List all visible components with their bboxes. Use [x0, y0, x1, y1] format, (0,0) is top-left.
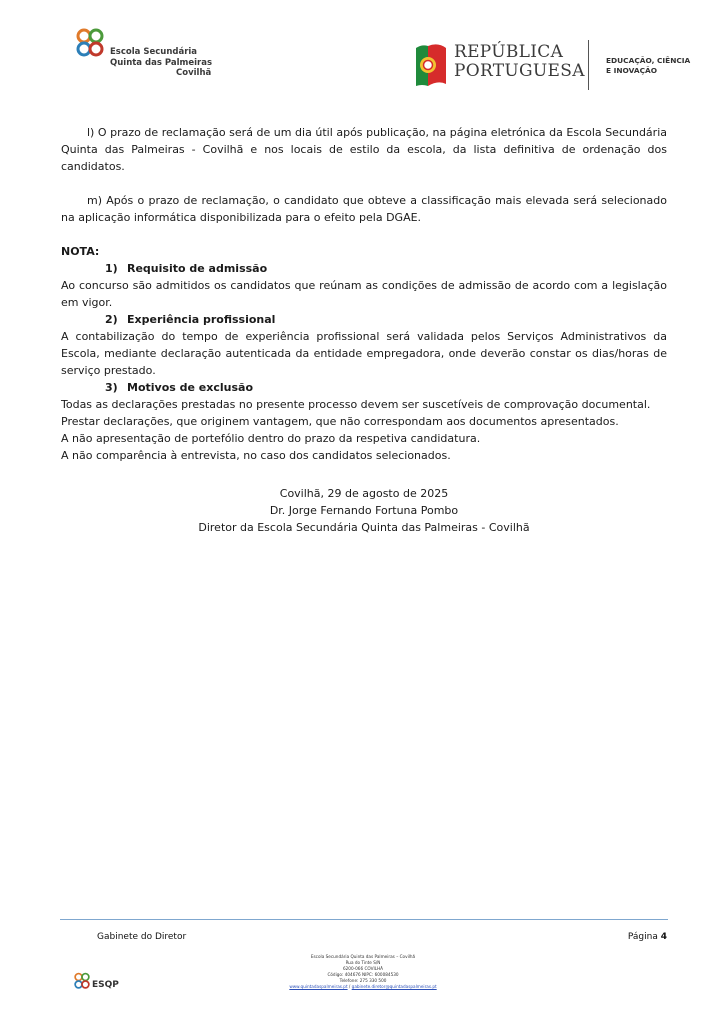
ministry-name-line: E INOVAÇÃO	[606, 65, 658, 75]
school-emblem-icon	[76, 28, 104, 58]
logo-divider	[588, 40, 589, 90]
school-name-line: Quinta das Palmeiras	[110, 57, 213, 68]
school-name	[110, 47, 212, 79]
school-name-line: Escola Secundária	[110, 47, 198, 57]
nota-section-heading	[61, 311, 667, 328]
footer-logo	[74, 972, 134, 994]
signatory-role: Diretor da Escola Secundária Quinta das Palmeiras - Covilhã	[198, 521, 530, 534]
republic-name-line: REPÚBLICA	[454, 42, 564, 62]
school-emblem-icon	[74, 972, 90, 990]
ministry-name	[606, 56, 690, 75]
section-title: Experiência profissional	[127, 313, 276, 326]
address-line: Rua do Tinte S/N	[345, 960, 381, 965]
footer-office: Gabinete do Diretor	[97, 932, 187, 942]
nota-section-text: A contabilização do tempo de experiência profissional será validada pelos Serviços Administrativos da Escola, mediante declaração autenticada da entidade empregadora, onde deverão constar os dias/horas de serviço prestado.	[61, 330, 667, 377]
signatory-name: Dr. Jorge Fernando Fortuna Pombo	[269, 504, 459, 517]
republic-name	[454, 43, 585, 81]
government-logo	[412, 40, 692, 92]
section-number: 3)	[105, 381, 118, 394]
ministry-name-line: EDUCAÇÃO, CIÊNCIA	[606, 56, 691, 65]
document-body	[61, 124, 667, 464]
nota-section-text: A não comparência à entrevista, no caso dos candidatos selecionados.	[61, 449, 451, 462]
school-name-line: Covilhã	[176, 68, 212, 78]
nota-section-heading	[61, 260, 667, 277]
website-link[interactable]: www.quintadaspalmeiras.pt	[289, 984, 348, 989]
section-number: 2)	[105, 313, 118, 326]
nota-section-text: Ao concurso são admitidos os candidatos que reúnam as condições de admissão de acordo com a legislação em vigor.	[61, 279, 667, 309]
paragraph-m: m) Após o prazo de reclamação, o candidato que obteve a classificação mais elevada será selecionado na aplicação informática disponibilizada para o efeito pela DGAE.	[61, 194, 667, 224]
republic-name-line: PORTUGUESA	[454, 61, 585, 81]
nota-label: NOTA:	[61, 245, 100, 258]
email-link[interactable]: gabinete.diretor@quintadaspalmeiras.pt	[351, 984, 437, 989]
section-title: Motivos de exclusão	[127, 381, 254, 394]
nota-section-heading	[61, 379, 667, 396]
footer-divider	[60, 919, 668, 920]
place-date: Covilhã, 29 de agosto de 2025	[279, 487, 449, 500]
address-line: Escola Secundária Quinta das Palmeiras – Covilhã	[310, 954, 416, 959]
footer-logo-text: ESQP	[92, 980, 119, 990]
nota-section-text: Prestar declarações, que originem vantagem, que não correspondam aos documentos apresentados.	[61, 415, 619, 428]
address-line: Telefone: 275 330 500	[339, 978, 387, 983]
page-number: 4	[660, 932, 667, 942]
page-label: Página	[627, 932, 658, 942]
address-line: 6200-066 COVILHÃ	[342, 966, 384, 971]
signature-block	[61, 485, 667, 536]
address-line: Código: 404676 NIPC: 600084530	[327, 972, 399, 977]
portuguese-flag-icon	[412, 42, 448, 88]
school-logo	[76, 28, 216, 84]
nota-section-text: Todas as declarações prestadas no presente processo devem ser suscetíveis de comprovação documental.	[61, 398, 651, 411]
nota-section-text: A não apresentação de portefólio dentro do prazo da respetiva candidatura.	[61, 432, 481, 445]
section-number: 1)	[105, 262, 118, 275]
paragraph-l: l) O prazo de reclamação será de um dia útil após publicação, na página eletrónica da Escola Secundária Quinta das Palmeiras - Covilhã e nos locais de estilo da escola, da lista definitiva de ordenação dos candidatos.	[61, 126, 667, 173]
section-title: Requisito de admissão	[127, 262, 268, 275]
footer-address: Escola Secundária Quinta das Palmeiras – Covilhã Rua do Tinte S/N 6200-066 COVILHÃ Código: 404676 NIPC: 600084530 Telefone: 275 330 500 www.quintadaspalmeiras.pt / gabinete.diretor@quintadaspalmeiras.pt	[263, 954, 463, 990]
page-indicator	[600, 932, 667, 942]
